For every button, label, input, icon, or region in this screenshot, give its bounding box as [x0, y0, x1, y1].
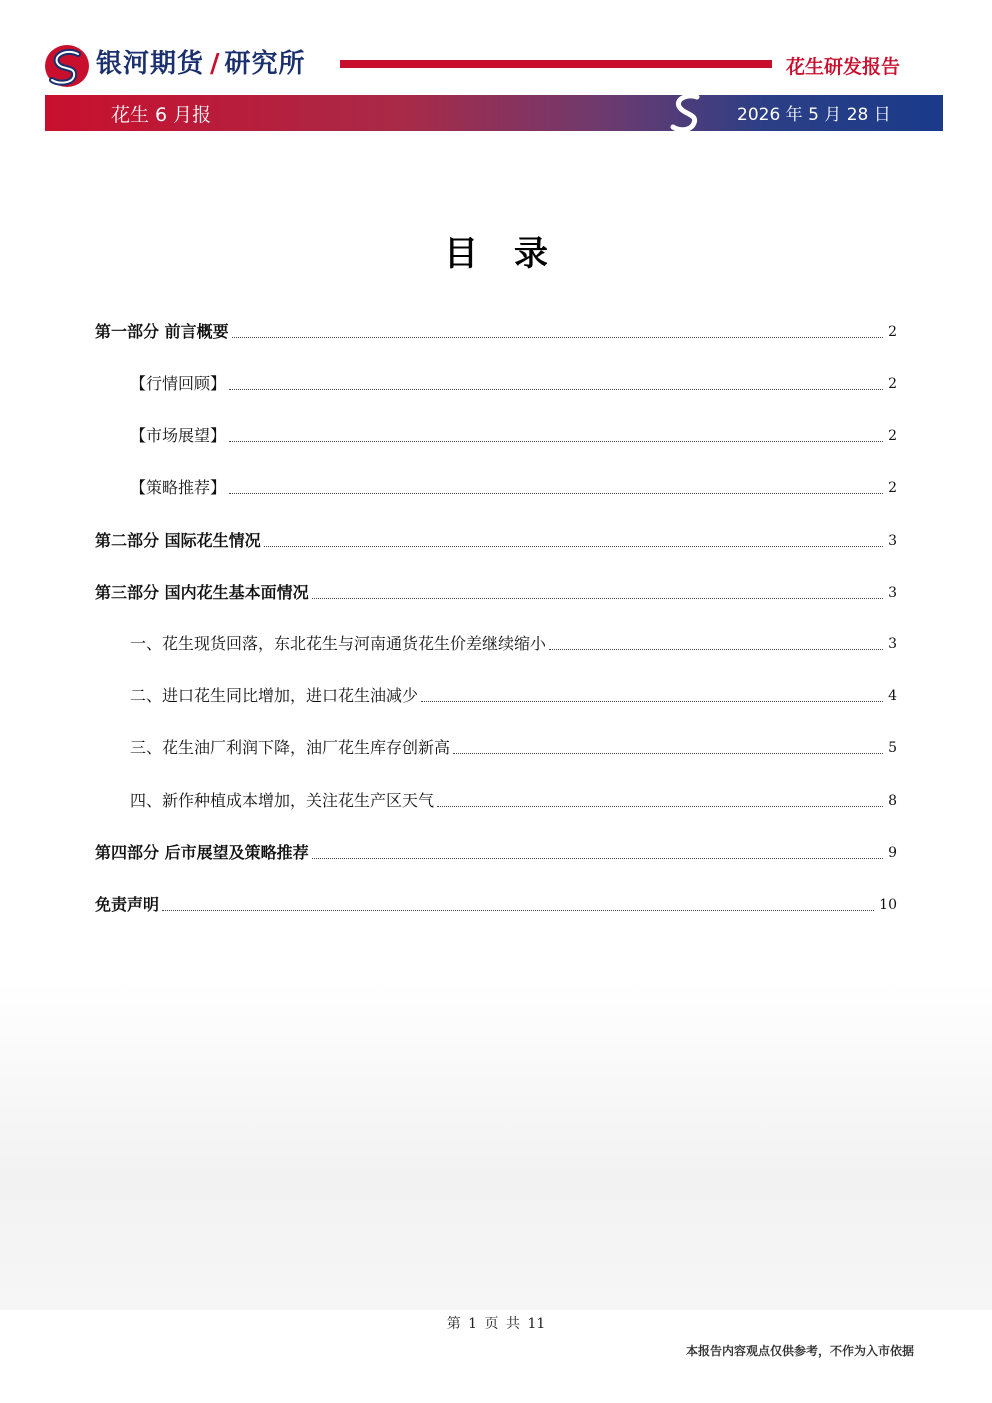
- toc-entry[interactable]: [130, 787, 897, 811]
- toc-entry-label: 三、花生油厂利润下降，油厂花生库存创新高: [130, 738, 451, 757]
- toc-entry[interactable]: [95, 527, 897, 551]
- toc-leader-dots: [229, 388, 883, 390]
- galaxy-futures-logo-icon: [44, 44, 90, 88]
- toc-entry-label: 第二部分 国际花生情况: [95, 531, 261, 550]
- company-name: 银河期货: [96, 49, 205, 79]
- toc-leader-dots: [232, 336, 884, 338]
- toc-title: 目录: [444, 234, 584, 274]
- institute-name: 研究所: [224, 49, 306, 79]
- toc-entry[interactable]: [95, 839, 897, 863]
- toc-leader-dots: [162, 909, 874, 911]
- toc-entry[interactable]: [130, 422, 897, 446]
- toc-entry-page: 5: [888, 740, 897, 756]
- toc-entry-label: 一、花生现货回落，东北花生与河南通货花生价差继续缩小: [130, 634, 547, 653]
- toc-leader-dots: [453, 752, 883, 754]
- toc-entry-label: 二、进口花生同比增加，进口花生油减少: [130, 686, 419, 705]
- toc-entry[interactable]: [95, 579, 897, 603]
- toc-entry-page: 3: [888, 533, 897, 549]
- toc-entry-label: 【市场展望】: [130, 426, 227, 445]
- toc-entry[interactable]: [130, 734, 897, 758]
- background-fade: [0, 980, 992, 1310]
- toc-entry-page: 2: [888, 480, 897, 496]
- report-name: 花生 6 月报: [111, 104, 212, 126]
- toc-entry-label: 【策略推荐】: [130, 478, 227, 497]
- toc-entry-label: 免责声明: [95, 895, 160, 914]
- toc-leader-dots: [229, 492, 883, 494]
- toc-leader-dots: [437, 805, 883, 807]
- toc-entry[interactable]: [95, 318, 897, 342]
- swoosh-icon: [667, 91, 707, 135]
- toc-entry-page: 2: [888, 428, 897, 444]
- report-type: 花生研发报告: [786, 56, 901, 78]
- toc-entry-page: 3: [888, 585, 897, 601]
- toc-entry-page: 10: [879, 897, 897, 913]
- page-indicator: 第 1 页 共 11: [446, 1316, 546, 1332]
- toc-entry-page: 4: [888, 688, 897, 704]
- brand-name: [96, 46, 306, 82]
- toc-entry-page: 2: [888, 324, 897, 340]
- report-date: 2026 年 5 月 28 日: [737, 105, 891, 125]
- toc-entry[interactable]: [130, 682, 897, 706]
- toc-entry-page: 9: [888, 845, 897, 861]
- toc-entry-page: 3: [888, 636, 897, 652]
- toc-leader-dots: [312, 857, 884, 859]
- toc-entry-page: 8: [888, 793, 897, 809]
- toc-leader-dots: [421, 700, 883, 702]
- toc-entry[interactable]: [95, 891, 897, 915]
- toc-entry-label: 【行情回顾】: [130, 374, 227, 393]
- toc-entry-label: 四、新作种植成本增加，关注花生产区天气: [130, 791, 435, 810]
- toc-leader-dots: [312, 597, 884, 599]
- toc-entry-page: 2: [888, 376, 897, 392]
- toc-leader-dots: [264, 545, 884, 547]
- toc-entry-label: 第四部分 后市展望及策略推荐: [95, 843, 309, 862]
- toc-entry[interactable]: [130, 474, 897, 498]
- toc-entry-label: 第一部分 前言概要: [95, 322, 229, 341]
- toc-entry-label: 第三部分 国内花生基本面情况: [95, 583, 309, 602]
- header-rule: [340, 60, 772, 68]
- title-banner: [45, 95, 943, 131]
- footer-disclaimer: 本报告内容观点仅供参考，不作为入市依据: [686, 1344, 915, 1358]
- toc-entry[interactable]: [130, 630, 897, 654]
- toc-leader-dots: [229, 440, 883, 442]
- brand-slash: /: [210, 49, 221, 79]
- toc-entry[interactable]: [130, 370, 897, 394]
- toc-leader-dots: [549, 648, 883, 650]
